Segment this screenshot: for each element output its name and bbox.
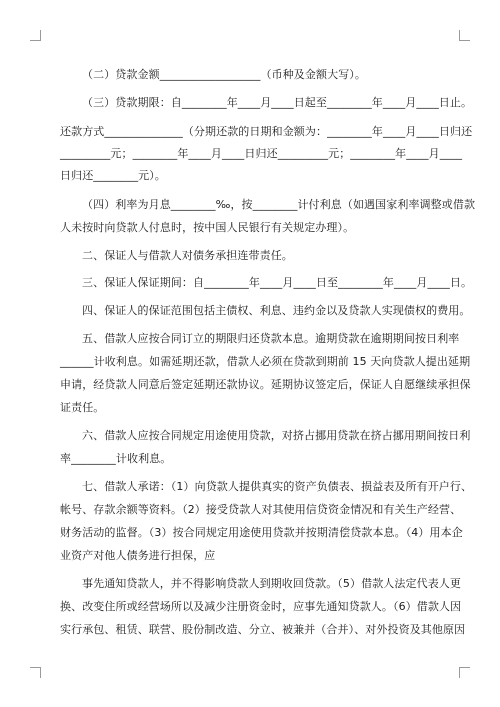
text-line: 四、保证人的保证范围包括主债权、利息、违约金以及贷款人实现债权的费用。 bbox=[82, 304, 471, 317]
page-corner-mark-top-right bbox=[459, 30, 470, 41]
text-line: ______计收利息。如需延期还款，借款人必须在贷款到期前 15 天向贷款人提出延期 bbox=[60, 355, 471, 368]
text-line: 财务活动的监督。（3）按合同规定用途使用贷款并按期清偿贷款本息。（4）用本企 bbox=[60, 526, 463, 539]
text-line: 事先通知贷款人，并不得影响贷款人到期收回贷款。（5）借款人法定代表人更 bbox=[82, 577, 461, 590]
text-line: （三）贷款期限：自________年____月____日起至________年____月____日止。 bbox=[82, 96, 473, 109]
text-line: 证责任。 bbox=[60, 401, 105, 414]
page-corner-mark-top-left bbox=[30, 30, 41, 41]
text-line: 日归还________元）。 bbox=[60, 169, 166, 182]
text-line: 业资产对他人债务进行担保，应 bbox=[60, 549, 216, 562]
text-line: 二、保证人与借款人对债务承担连带责任。 bbox=[82, 249, 293, 262]
text-line: 三、保证人保证期间：自________年____月____日至________年____月____日。 bbox=[82, 276, 473, 289]
text-line: 帐号、存款余额等资料。（2）接受贷款人对其使用信贷资金情况和有关生产经营、 bbox=[60, 503, 462, 516]
text-line: 五、借款人应按合同订立的期限归还贷款本息。逾期贷款在逾期期间按日利率 bbox=[82, 332, 460, 345]
page-corner-mark-bottom-left bbox=[30, 667, 41, 678]
text-line: 申请，经贷款人同意后签定延期还款协议。延期协议签定后，保证人自愿继续承担保 bbox=[60, 378, 471, 391]
text-line: （四）利率为月息________‰，按________计付利息（如遇国家利率调整或借款 bbox=[82, 198, 476, 211]
text-line: 还款方式______________（分期还款的日期和金额为：________年____月____日归还 bbox=[60, 125, 473, 138]
text-line: 率________计收利息。 bbox=[60, 452, 172, 465]
text-line: _________元；________年____月____日归还_________元；________年____月____ bbox=[60, 147, 463, 160]
page-corner-mark-bottom-right bbox=[459, 667, 470, 678]
text-line: 六、借款人应按合同规定用途使用贷款，对挤占挪用贷款在挤占挪用期间按日利 bbox=[82, 429, 471, 442]
text-line: 实行承包、租赁、联营、股份制改造、分立、被兼并（合并）、对外投资及其他原因 bbox=[60, 623, 466, 636]
text-line: 七、借款人承诺：（1）向贷款人提供真实的资产负债表、损益表及所有开户行、 bbox=[82, 480, 473, 493]
text-line: 人未按时向贷款人付息时，按中国人民银行有关规定办理）。 bbox=[60, 221, 355, 234]
text-line: （二）贷款金额__________________（币种及金额大写）。 bbox=[82, 68, 366, 81]
text-line: 换、改变住所或经营场所以及减少注册资金时，应事先通知贷款人。（6）借款人因 bbox=[60, 600, 462, 613]
